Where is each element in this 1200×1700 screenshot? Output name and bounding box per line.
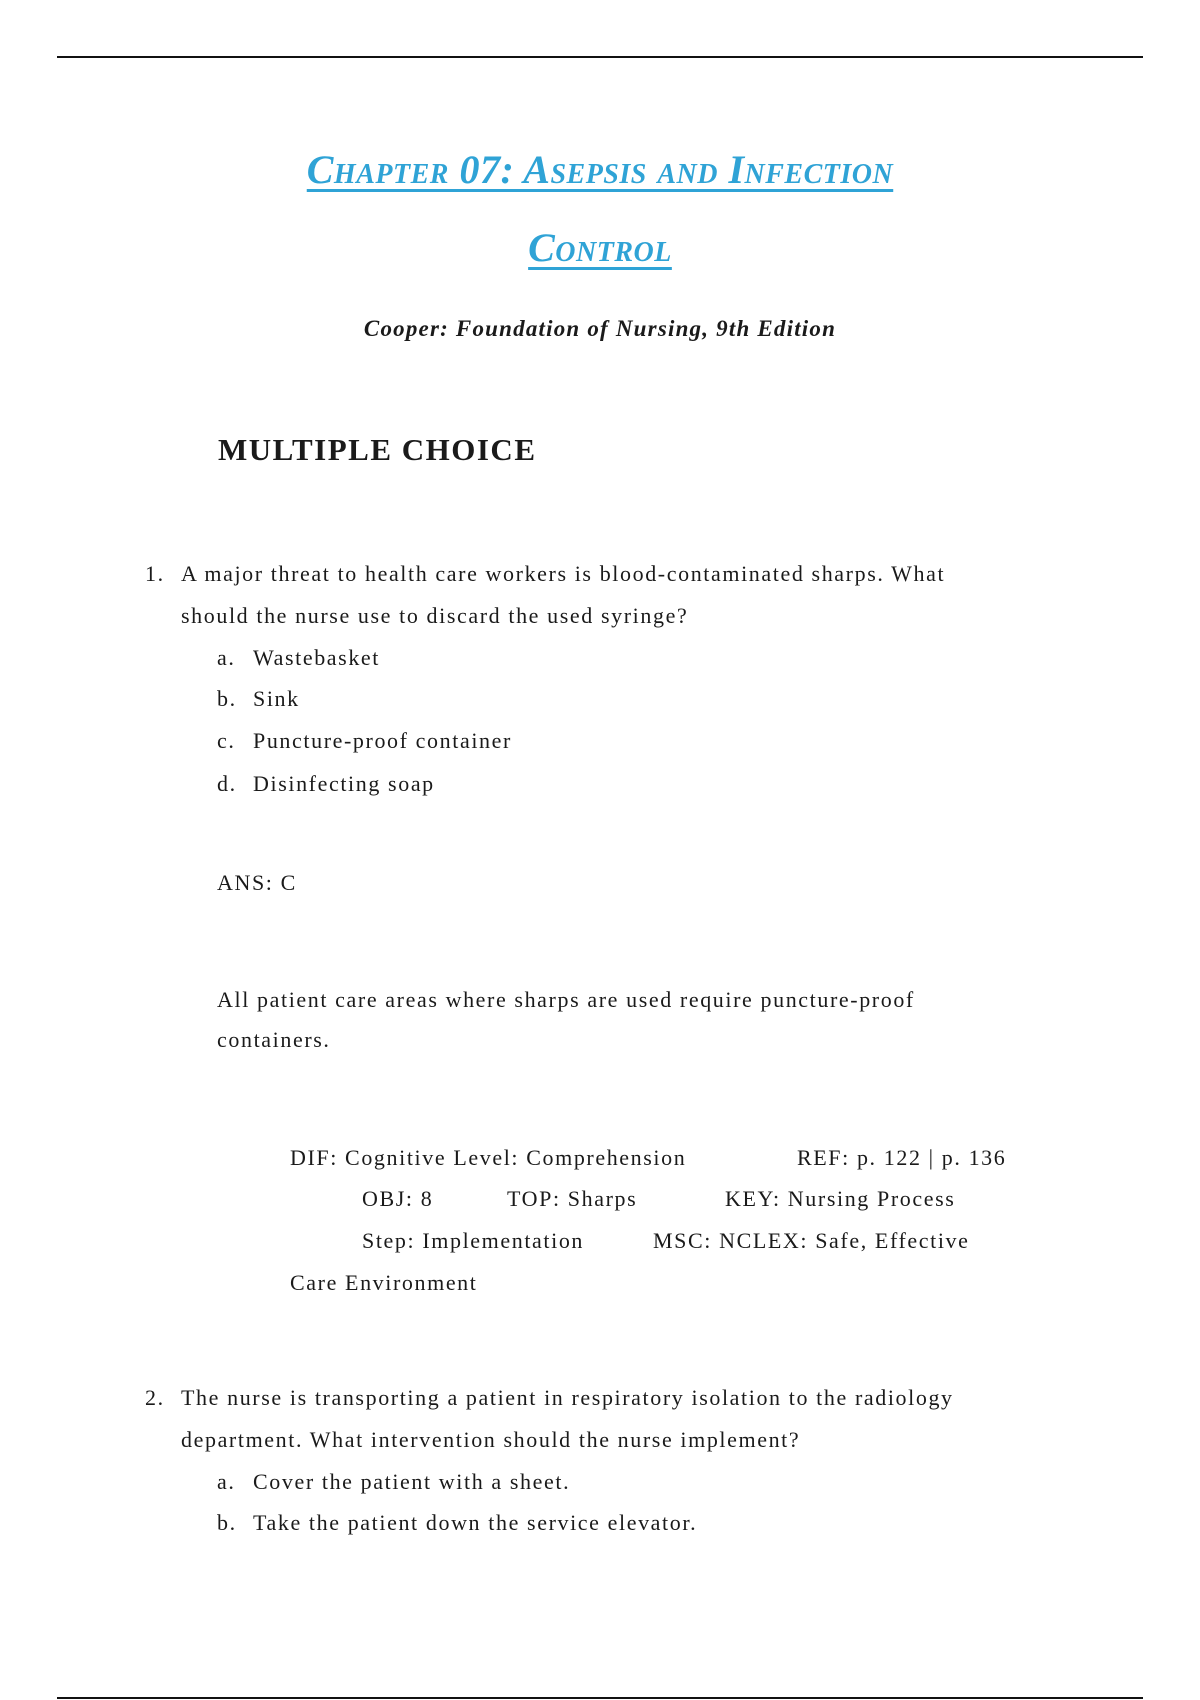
option-letter: b. [217, 1510, 237, 1535]
question-stem-line-1: The nurse is transporting a patient in respiratory isolation to the radiology [181, 1385, 954, 1410]
meta-topic: TOP: Sharps [507, 1186, 638, 1211]
option-text: Wastebasket [253, 645, 381, 670]
meta-reference: REF: p. 122 | p. 136 [797, 1145, 1007, 1170]
meta-difficulty: DIF: Cognitive Level: Comprehension [290, 1145, 687, 1170]
chapter-title-line-1: Chapter 07: Asepsis and Infection [306, 147, 894, 192]
meta-key: KEY: Nursing Process [725, 1186, 956, 1211]
question-stem-line-2: department. What intervention should the nurse implement? [181, 1427, 801, 1452]
question-number: 1. [145, 561, 165, 586]
rationale-line-2: containers. [217, 1027, 331, 1052]
question-number: 2. [145, 1385, 165, 1410]
option-text: Take the patient down the service elevator. [253, 1510, 698, 1535]
book-subtitle: Cooper: Foundation of Nursing, 9th Edition [363, 316, 837, 341]
option-text: Cover the patient with a sheet. [253, 1469, 571, 1494]
option-letter: d. [217, 771, 237, 796]
bottom-rule [57, 1697, 1143, 1699]
meta-msc: MSC: NCLEX: Safe, Effective [653, 1228, 970, 1253]
chapter-title-line-2: Control [528, 225, 672, 270]
option-letter: b. [217, 686, 237, 711]
answer-key: ANS: C [217, 870, 297, 895]
meta-step: Step: Implementation [362, 1228, 585, 1253]
meta-msc-continued: Care Environment [290, 1270, 478, 1295]
option-text: Sink [253, 686, 300, 711]
question-stem-line-1: A major threat to health care workers is blood-contaminated sharps. What [181, 561, 946, 586]
meta-objective: OBJ: 8 [362, 1186, 434, 1211]
option-text: Disinfecting soap [253, 771, 435, 796]
top-rule [57, 56, 1143, 58]
option-letter: a. [217, 645, 236, 670]
option-letter: c. [217, 728, 236, 753]
option-text: Puncture-proof container [253, 728, 512, 753]
option-letter: a. [217, 1469, 236, 1494]
rationale-line-1: All patient care areas where sharps are used require puncture-proof [217, 987, 915, 1012]
question-stem-line-2: should the nurse use to discard the used syringe? [181, 603, 689, 628]
section-heading: MULTIPLE CHOICE [218, 432, 537, 467]
